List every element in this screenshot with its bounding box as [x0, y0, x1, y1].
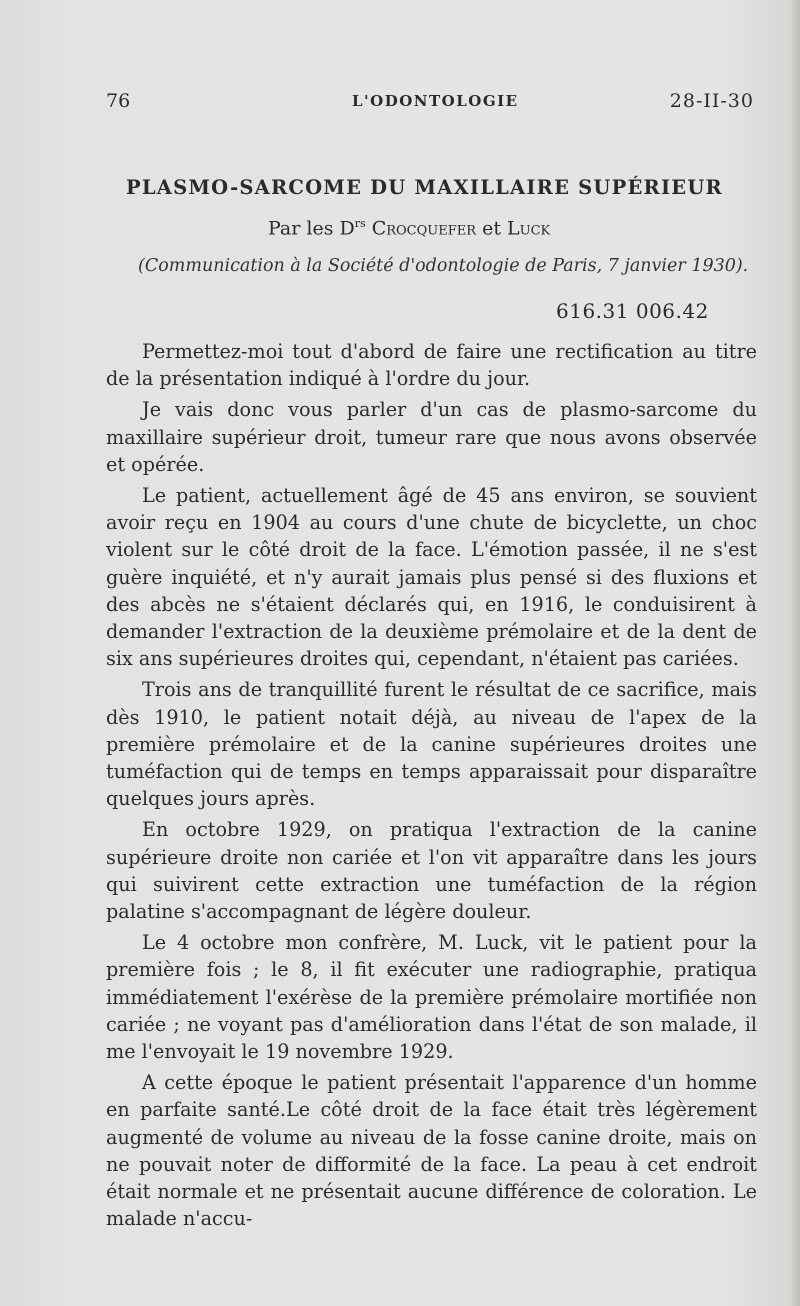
- issue-date: 28-II-30: [669, 90, 754, 112]
- communication-note: (Communication à la Société d'odontologie de Paris, 7 janvier 1930).: [138, 256, 749, 276]
- paragraph: Le 4 octobre mon confrère, M. Luck, vit le patient pour la première fois ; le 8, il fit exécuter une radiographie, pratiqua immédiatement l'exérèse de la première prémolaire mortifiée non cariée ; ne voyant pas d'amélioration dans l'état de son malade, il me l'envoyait le 19 novembre 1929.: [106, 931, 757, 1064]
- paragraph: A cette époque le patient présentait l'apparence d'un homme en parfaite santé.Le côté droit de la face était très légèrement augmenté de volume au niveau de la fosse canine droite, mais on ne pouvait noter de difformité de la face. La peau à cet endroit était normale et ne présentait aucune différence de coloration. Le malade n'accu-: [106, 1071, 757, 1231]
- authors-title: D: [339, 217, 355, 240]
- authors-prefix: Par les: [268, 217, 340, 240]
- author-1: Crocquefer: [371, 217, 477, 240]
- article-title: PLASMO-SARCOME DU MAXILLAIRE SUPÉRIEUR: [126, 176, 723, 199]
- authors-joiner: et: [476, 217, 507, 240]
- article-authors: [268, 217, 550, 239]
- author-2: Luck: [507, 217, 551, 240]
- classification-number: 616.31 006.42: [556, 299, 709, 323]
- journal-title: L'ODONTOLOGIE: [352, 92, 519, 110]
- paragraph: Permettez-moi tout d'abord de faire une rectification au titre de la présentation indiqué à l'ordre du jour.: [106, 340, 757, 391]
- paragraph: En octobre 1929, on pratiqua l'extraction de la canine supérieure droite non cariée et l'on vit apparaître dans les jours qui suivirent cette extraction une tuméfaction de la région palatine s'accompagnant de légère douleur.: [106, 818, 757, 924]
- paragraph: Trois ans de tranquillité furent le résultat de ce sacrifice, mais dès 1910, le patient notait déjà, au niveau de l'apex de la première prémolaire et de la canine supérieures droites une tuméfaction qui de temps en temps apparaissait pour disparaître quelques jours après.: [106, 678, 757, 811]
- running-head: [106, 90, 754, 120]
- paragraph: Le patient, actuellement âgé de 45 ans environ, se souvient avoir reçu en 1904 au cours d'une chute de bicyclette, un choc violent sur le côté droit de la face. L'émotion passée, il ne s'est guère inquiété, et n'y aurait jamais plus pensé si des fluxions et des abcès ne s'étaient déclarés qui, en 1916, le conduisirent à demander l'extraction de la deuxième prémolaire et de la dent de six ans supérieures droites qui, cependant, n'étaient pas cariées.: [106, 484, 757, 671]
- authors-title-sup: rs: [354, 217, 366, 230]
- page-edge-shadow: [790, 0, 800, 1306]
- article-body: [106, 338, 757, 1237]
- page-number: 76: [106, 90, 131, 112]
- paragraph: Je vais donc vous parler d'un cas de plasmo-sarcome du maxillaire supérieur droit, tumeur rare que nous avons observée et opérée.: [106, 398, 757, 476]
